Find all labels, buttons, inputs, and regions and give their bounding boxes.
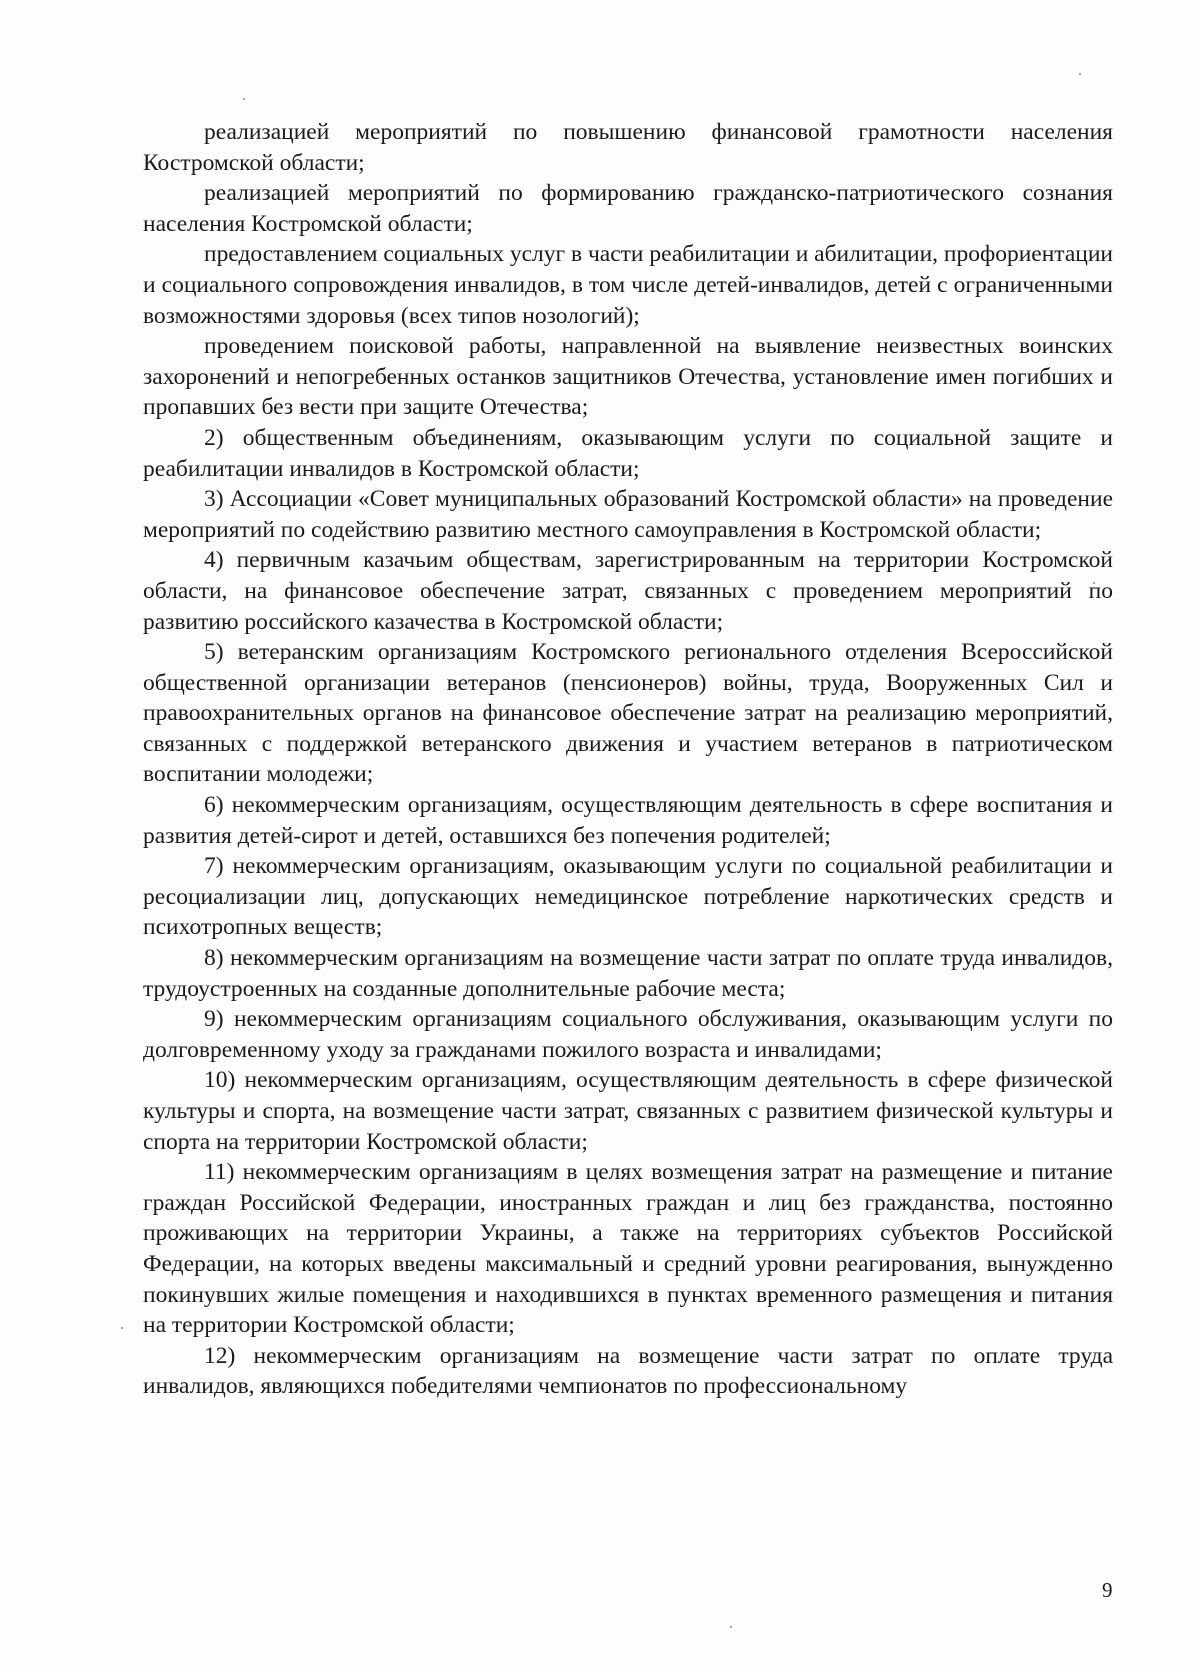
paragraph: 11) некоммерческим организациям в целях возмещения затрат на размещение и питание граждан Российской Федерации, иностранных граждан и лиц без гражданства, постоянно проживающих на территории Украины, а также на территориях субъектов Российской Федерации, на которых введены максимальный и средний уровни реагирования, вынужденно покинувших жилые помещения и находившихся в пунктах временного размещения и питания на территории Костромской области; bbox=[143, 1159, 1113, 1339]
page-number: 9 bbox=[1102, 1578, 1113, 1602]
paragraph: проведением поисковой работы, направленной на выявление неизвестных воинских захоронений и непогребенных останков защитников Отечества, установление имен погибших и пропавших без вести при защите Отечества; bbox=[143, 333, 1113, 421]
paragraph: 3) Ассоциации «Совет муниципальных образований Костромской области» на проведение мероприятий по содействию развитию местного самоуправления в Костромской области; bbox=[143, 486, 1113, 543]
paragraph: 6) некоммерческим организациям, осуществляющим деятельность в сфере воспитания и развития детей-сирот и детей, оставшихся без попечения родителей; bbox=[143, 792, 1113, 849]
paragraph: реализацией мероприятий по формированию гражданско-патриотического сознания населения Костромской области; bbox=[143, 180, 1113, 237]
paragraph: 7) некоммерческим организациям, оказывающим услуги по социальной реабилитации и ресоциализации лиц, допускающих немедицинское потребление наркотических средств и психотропных веществ; bbox=[143, 853, 1113, 941]
paragraph: 10) некоммерческим организациям, осуществляющим деятельность в сфере физической культуры и спорта, на возмещение части затрат, связанных с развитием физической культуры и спорта на территории Костромской области; bbox=[143, 1067, 1113, 1155]
scan-speck bbox=[1079, 73, 1081, 75]
paragraph: 2) общественным объединениям, оказывающим услуги по социальной защите и реабилитации инвалидов в Костромской области; bbox=[143, 424, 1113, 482]
paragraph: 4) первичным казачьим обществам, зарегистрированным на территории Костромской области, на финансовое обеспечение затрат, связанных с проведением мероприятий по развитию российского казачества в Костромской области; bbox=[143, 547, 1113, 635]
paragraph: предоставлением социальных услуг в части реабилитации и абилитации, профориентации и социального сопровождения инвалидов, в том числе детей-инвалидов, детей с ограниченными возможностями здоровья (всех типов нозологий); bbox=[143, 241, 1113, 329]
scan-speck bbox=[243, 98, 245, 100]
paragraph: 5) ветеранским организациям Костромского регионального отделения Всероссийской общественной организации ветеранов (пенсионеров) войны, труда, Вооруженных Сил и правоохранительных органов на финансовое обеспечение затрат на реализацию мероприятий, связанных с поддержкой ветеранского движения и участием ветеранов в патриотическом воспитании молодежи; bbox=[143, 639, 1113, 788]
paragraph: 9) некоммерческим организациям социального обслуживания, оказывающим услуги по долговременному уходу за гражданами пожилого возраста и инвалидами; bbox=[143, 1006, 1113, 1063]
document-body bbox=[143, 117, 1113, 1402]
paragraph: 12) некоммерческим организациям на возмещение части затрат по оплате труда инвалидов, являющихся победителями чемпионатов по профессиональному bbox=[143, 1342, 1113, 1400]
scan-speck bbox=[121, 1327, 123, 1329]
scan-speck bbox=[730, 1626, 732, 1628]
paragraph: реализацией мероприятий по повышению финансовой грамотности населения Костромской области; bbox=[143, 119, 1113, 176]
paragraph: 8) некоммерческим организациям на возмещение части затрат по оплате труда инвалидов, трудоустроенных на созданные дополнительные рабочие места; bbox=[143, 945, 1113, 1002]
